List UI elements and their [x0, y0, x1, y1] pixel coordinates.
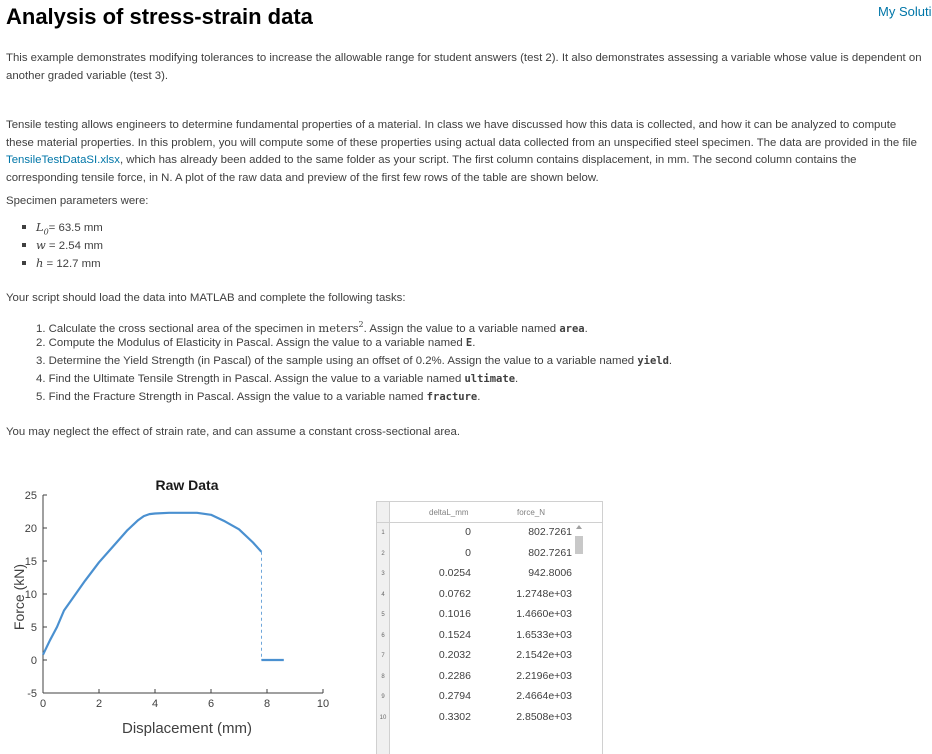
- cell-force: 2.1542e+03: [516, 649, 572, 661]
- row-number: 1: [381, 530, 385, 536]
- task-item: 3. Determine the Yield Strength (in Pascal) of the sample using an offset of 0.2%. Assign the value to a variable named yield.: [36, 355, 673, 367]
- tasks-list: [36, 316, 672, 406]
- specimen-label: Specimen parameters were:: [6, 195, 149, 207]
- cell-force: 802.7261: [528, 526, 572, 538]
- data-table-preview[interactable]: [376, 501, 603, 754]
- table-header: [377, 502, 602, 523]
- y-tick-label: 5: [30, 622, 37, 634]
- row-number: 8: [381, 673, 385, 680]
- chart-xlabel: Displacement (mm): [121, 720, 253, 737]
- page-title: Analysis of stress-strain data: [6, 4, 313, 29]
- table-row[interactable]: [377, 605, 602, 626]
- description-text-1: Tensile testing allows engineers to determine fundamental properties of a material. In class we have discussed how this data is collected, and how it can be analyzed to compute these material properties. In this problem, you will compute some of these properties using actual data collected from an unspecified steel specimen. The data are provided in the file: [6, 119, 917, 149]
- cell-force: 1.4660e+03: [516, 608, 572, 620]
- x-tick-label: 10: [316, 698, 330, 710]
- y-tick-label: 10: [24, 589, 37, 601]
- scroll-thumb[interactable]: [575, 536, 583, 554]
- task-item: 2. Compute the Modulus of Elasticity in Pascal. Assign the value to a variable named E.: [36, 337, 476, 349]
- row-number: 5: [381, 612, 385, 618]
- cell-force: 802.7261: [528, 546, 572, 559]
- cell-force: 2.8508e+03: [516, 710, 572, 723]
- table-row[interactable]: [377, 564, 602, 585]
- y-tick-label: 20: [24, 523, 37, 535]
- intro-text: This example demonstrates modifying tolerances to increase the allowable range for student answers (test 2). It also demonstrates assessing a variable whose value is dependent on another graded variable (test 3).: [6, 52, 922, 82]
- table-row[interactable]: [377, 585, 602, 606]
- description-text-2: , which has already been added to the same folder as your script. The first column contains displacement, in mm. The second column contains the corresponding tensile force, in N. A plot of the raw data and preview of the first few rows of the table are shown below.: [6, 154, 857, 184]
- y-tick-label: -5: [27, 688, 37, 700]
- cell-deltaL: 0: [465, 546, 471, 559]
- x-tick-label: 2: [95, 698, 103, 710]
- task-item: 4. Find the Ultimate Tensile Strength in Pascal. Assign the value to a variable named ultimate.: [36, 373, 519, 385]
- cell-force: 1.6533e+03: [516, 628, 572, 641]
- cell-deltaL: 0.2286: [438, 669, 471, 682]
- specimen-params-list: [22, 218, 103, 272]
- y-tick-label: 15: [24, 556, 37, 568]
- scroll-up-icon[interactable]: [576, 525, 582, 529]
- x-tick-label: 8: [263, 698, 271, 710]
- row-number: 4: [381, 591, 385, 598]
- row-number: 3: [381, 571, 385, 577]
- y-tick-label: 25: [24, 490, 37, 502]
- cell-force: 2.2196e+03: [516, 669, 572, 682]
- my-solutions-link[interactable]: My Soluti: [878, 4, 932, 19]
- table-row[interactable]: [377, 708, 602, 729]
- cell-force: 2.4664e+03: [516, 690, 572, 702]
- cell-deltaL: 0.3302: [438, 710, 471, 723]
- column-header: force_N: [517, 508, 546, 517]
- cell-deltaL: 0.0762: [438, 587, 471, 600]
- data-file-link[interactable]: TensileTestDataSI.xlsx: [6, 154, 120, 166]
- param-item: $L_0= 63.5$ mm: [22, 218, 103, 236]
- row-number: 6: [381, 632, 385, 639]
- row-number: 7: [381, 653, 385, 659]
- row-number: 10: [379, 714, 387, 721]
- raw-data-chart: [0, 476, 340, 746]
- row-number: 9: [381, 694, 385, 700]
- table-scrollbar[interactable]: [574, 519, 584, 751]
- description-paragraph: [6, 117, 924, 187]
- y-tick-label: 0: [30, 655, 37, 667]
- table-row[interactable]: [377, 626, 602, 647]
- row-number: 2: [381, 550, 385, 557]
- cell-force: 1.2748e+03: [516, 587, 572, 600]
- cell-force: 942.8006: [528, 567, 572, 579]
- column-header: deltaL_mm: [429, 508, 469, 517]
- cell-deltaL: 0.0254: [438, 567, 471, 579]
- chart-ylabel: Force (kN): [11, 563, 27, 631]
- x-tick-label: 6: [207, 698, 215, 710]
- series-line-0: [43, 513, 261, 655]
- table-row[interactable]: [377, 667, 602, 688]
- cell-deltaL: 0: [465, 526, 471, 538]
- table-row[interactable]: [377, 646, 602, 667]
- tasks-label: Your script should load the data into MATLAB and complete the following tasks:: [6, 292, 406, 304]
- cell-deltaL: 0.1524: [438, 628, 471, 641]
- task-item: 5. Find the Fracture Strength in Pascal. Assign the value to a variable named fracture.: [36, 391, 481, 403]
- x-tick-label: 0: [39, 698, 47, 710]
- x-tick-label: 4: [151, 698, 159, 710]
- chart-title: Raw Data: [155, 477, 219, 493]
- note-text: You may neglect the effect of strain rate, and can assume a constant cross-sectional area.: [6, 426, 460, 438]
- cell-deltaL: 0.2794: [438, 690, 471, 702]
- cell-deltaL: 0.1016: [438, 608, 471, 620]
- task-item: 1. Calculate the cross sectional area of the specimen in meters$^2$. Assign the value to a variable named area.: [36, 320, 588, 335]
- table-row[interactable]: [377, 687, 602, 708]
- param-item: h = 12.7 mm: [22, 254, 103, 272]
- cell-deltaL: 0.2032: [438, 649, 471, 661]
- table-row[interactable]: [377, 523, 602, 544]
- param-item: w = 2.54 mm: [22, 236, 103, 254]
- table-row[interactable]: [377, 544, 602, 565]
